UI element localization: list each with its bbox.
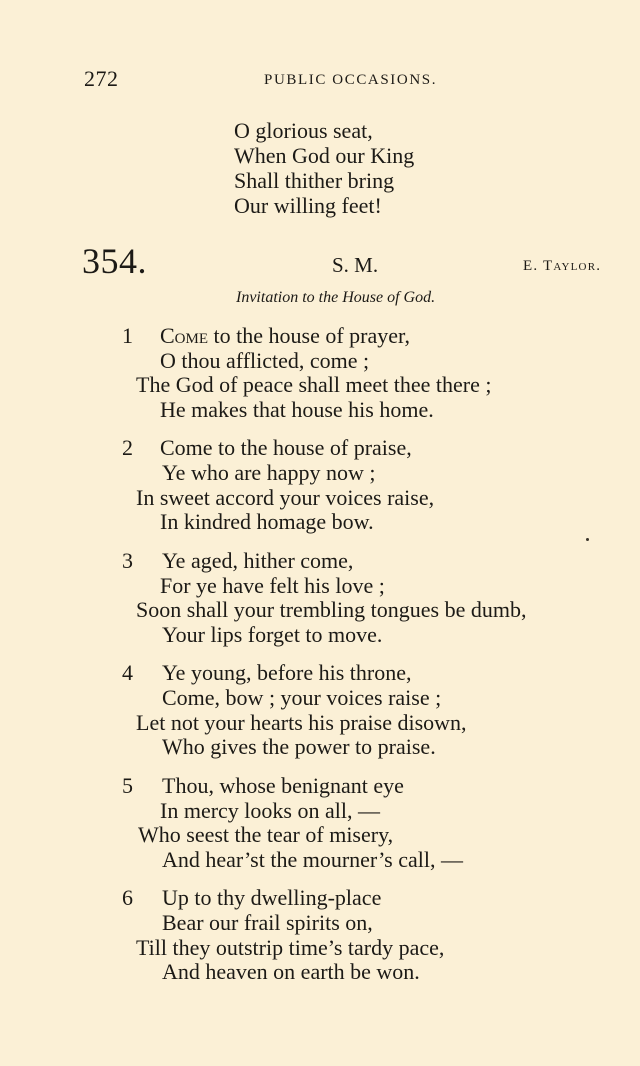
stanza-line: Let not your hearts his praise disown, [136,710,467,735]
previous-hymn-line: Our willing feet! [234,193,382,218]
stanza-line: O thou afflicted, come ; [160,348,370,373]
stanza-line: Ye who are happy now ; [162,460,376,485]
previous-hymn-line: O glorious seat, [234,118,373,143]
stanza-line: Who gives the power to praise. [162,734,436,759]
stanza-number: 3 [122,548,133,573]
stanza-number: 4 [122,660,133,685]
stanza-line: Thou, whose benignant eye [162,773,404,798]
stanza-line: Come, bow ; your voices raise ; [162,685,442,710]
hymn-author: E. Taylor. [523,258,602,274]
stanza-line: Come to the house of praise, [160,435,412,460]
stanza-line: Bear our frail spirits on, [162,910,373,935]
ink-speck [586,538,589,541]
stanza-number: 5 [122,773,133,798]
stanza-line: In kindred homage bow. [160,509,374,534]
hymn-number: 354. [82,241,147,281]
hymn-title: Invitation to the House of God. [236,289,436,306]
stanza-line [160,325,410,347]
page-number: 272 [84,66,119,91]
hymn-meter: S. M. [332,253,379,277]
previous-hymn-line: When God our King [234,143,415,168]
running-head: PUBLIC OCCASIONS. [264,72,438,88]
stanza-line: The God of peace shall meet thee there ; [136,372,492,397]
stanza-line: In mercy looks on all, — [160,798,380,823]
stanza-number: 6 [122,885,133,910]
stanza-number: 2 [122,435,133,460]
stanza-line: In sweet accord your voices raise, [136,485,435,510]
stanza-line: Up to thy dwelling-place [162,885,382,910]
stanza-line: Soon shall your trembling tongues be dumb, [136,597,527,622]
stanza-line: And heaven on earth be won. [162,959,420,984]
stanza-line: For ye have felt his love ; [160,573,385,598]
stanza-line: Ye aged, hither come, [162,548,354,573]
stanza-line: Till they outstrip time’s tardy pace, [136,935,445,960]
drop-word: Come [160,323,209,348]
stanza-line: And hear’st the mourner’s call, — [162,847,463,872]
stanza-line: Your lips forget to move. [162,622,383,647]
previous-hymn-line: Shall thither bring [234,168,395,193]
stanza-line: Ye young, before his throne, [162,660,412,685]
stanza-line: He makes that house his home. [160,397,434,422]
stanza-line: Who seest the tear of misery, [138,822,394,847]
stanza-line-rest: to the house of prayer, [208,323,410,348]
stanza-number: 1 [122,323,133,348]
